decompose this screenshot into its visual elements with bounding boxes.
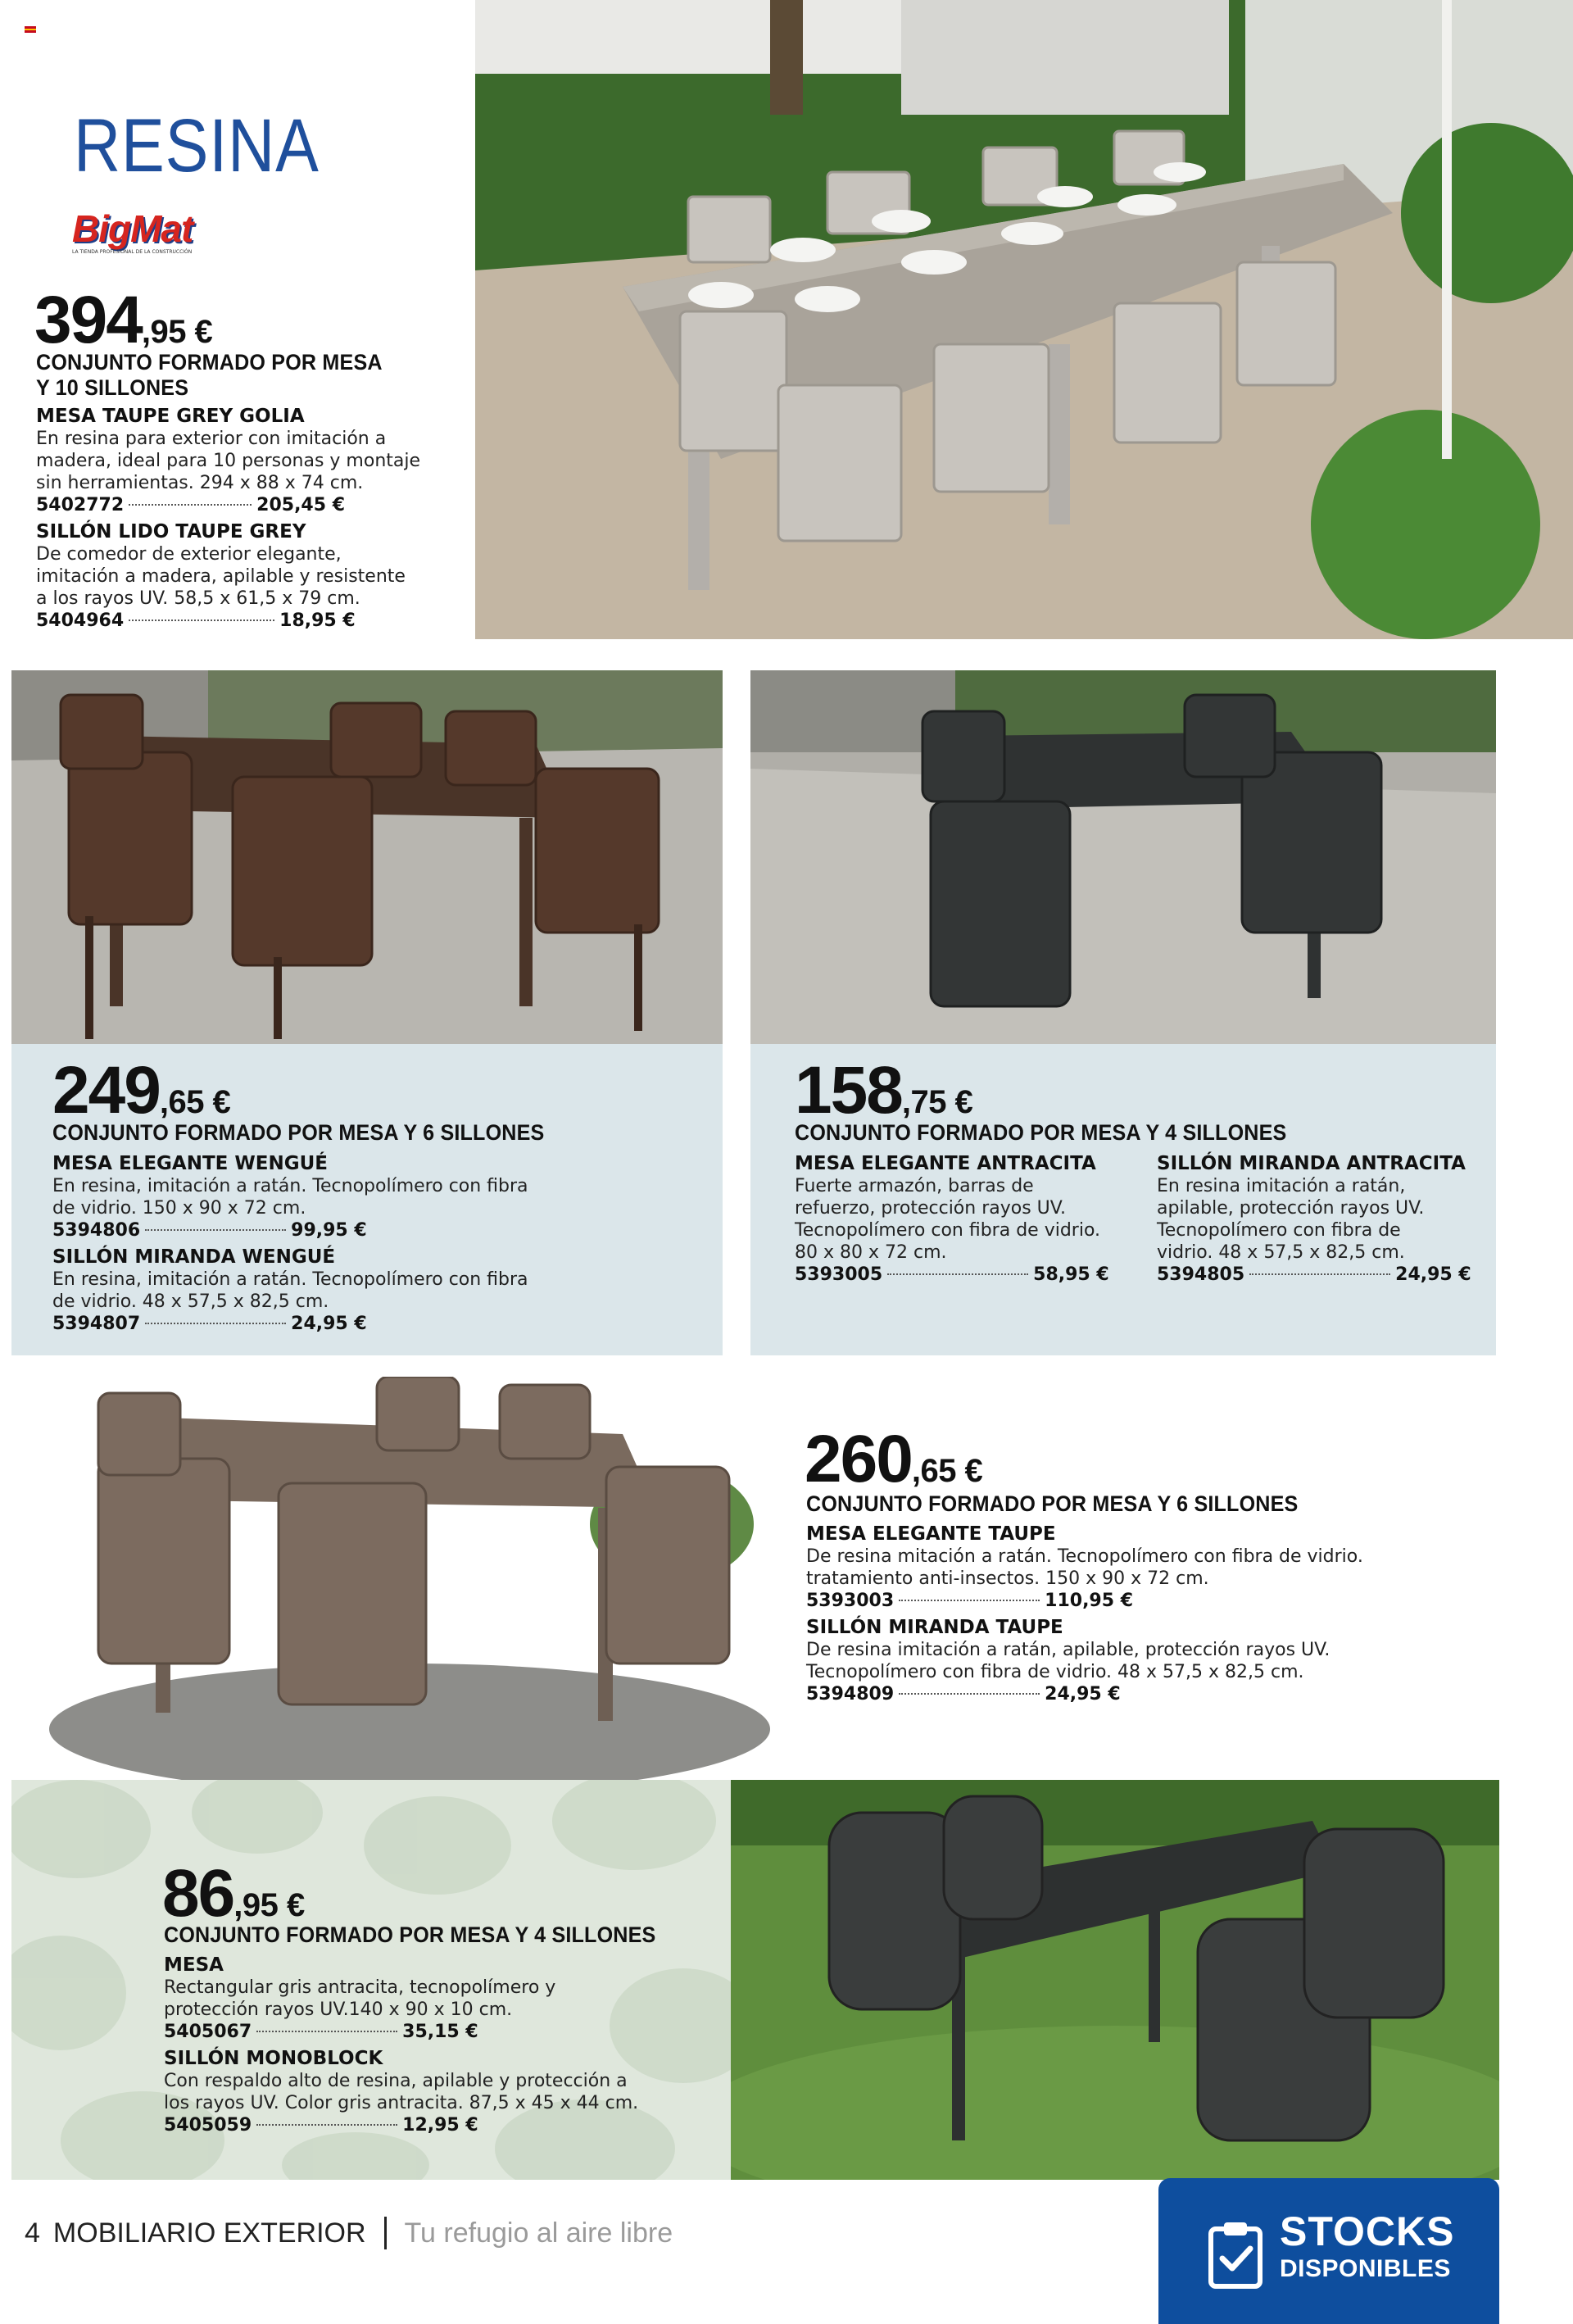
- item-description: En resina, imitación a ratán. Tecnopolímero con fibra de vidrio. 150 x 90 x 72 cm.: [52, 1176, 528, 1219]
- item-ref-price: 5405059 12,95 €: [164, 2115, 478, 2136]
- set-title-product-1: CONJUNTO FORMADO POR MESA Y 10 SILLONES: [36, 350, 383, 400]
- item-name: SILLÓN LIDO TAUPE GREY: [36, 521, 306, 542]
- taupe-dining-set-photo: [33, 1377, 770, 1803]
- footer-section: MOBILIARIO EXTERIOR: [52, 2217, 366, 2249]
- price-product-3: 158,75 €: [795, 1053, 973, 1128]
- badge-line-2: DISPONIBLES: [1280, 2255, 1451, 2282]
- item-ref-price: 5393003 110,95 €: [806, 1591, 1134, 1611]
- item-description: De comedor de exterior elegante, imitación a madera, apilable y resistente a los rayos UV. 58,5 x 61,5 x 79 cm.: [36, 544, 406, 609]
- product-3-details-mesa: [795, 1152, 1139, 1287]
- dining-set-10-chairs-terrace-photo: [475, 0, 1573, 639]
- item-name: SILLÓN MIRANDA WENGUÉ: [52, 1246, 336, 1268]
- item-ref-price: 5402772 205,45 €: [36, 495, 346, 515]
- stocks-disponibles-badge: [1158, 2178, 1499, 2324]
- item-name: MESA TAUPE GREY GOLIA: [36, 406, 305, 427]
- spain-flag-icon: [25, 26, 36, 33]
- clipboard-check-icon: [1206, 2221, 1265, 2290]
- item-description: En resina imitación a ratán, apilable, protección rayos UV. Tecnopolímero con fibra de vidrio. 48 x 57,5 x 82,5 cm.: [1157, 1176, 1425, 1263]
- badge-line-1: STOCKS: [1280, 2208, 1455, 2254]
- price-product-4: 260,65 €: [805, 1422, 983, 1496]
- price-product-2: 249,65 €: [52, 1053, 231, 1128]
- footer-subtitle: Tu refugio al aire libre: [404, 2217, 673, 2249]
- item-name: MESA: [164, 1954, 224, 1976]
- item-ref-price: 5394809 24,95 €: [806, 1684, 1121, 1704]
- price-product-5: 86,95 €: [162, 1856, 305, 1931]
- set-title-product-5: CONJUNTO FORMADO POR MESA Y 4 SILLONES: [164, 1922, 656, 1947]
- item-ref-price: 5394805 24,95 €: [1157, 1264, 1471, 1285]
- item-ref-price: 5393005 58,95 €: [795, 1264, 1109, 1285]
- footer-divider: [384, 2217, 387, 2249]
- category-title: RESINA: [74, 104, 320, 188]
- item-description: En resina para exterior con imitación a madera, ideal para 10 personas y montaje sin herramientas. 294 x 88 x 74 cm.: [36, 429, 421, 493]
- item-ref-price: 5394806 99,95 €: [52, 1220, 367, 1241]
- item-name: SILLÓN MONOBLOCK: [164, 2048, 383, 2069]
- product-5-details: [164, 1954, 721, 2137]
- item-name: SILLÓN MIRANDA ANTRACITA: [1157, 1153, 1466, 1174]
- item-description: De resina mitación a ratán. Tecnopolímero con fibra de vidrio. tratamiento anti-insectos. 150 x 90 x 72 cm.: [806, 1546, 1363, 1589]
- page-number: 4: [25, 2217, 40, 2249]
- set-title-product-2: CONJUNTO FORMADO POR MESA Y 6 SILLONES: [52, 1120, 545, 1145]
- wengue-dining-set-photo: [11, 670, 723, 1044]
- set-title-product-4: CONJUNTO FORMADO POR MESA Y 6 SILLONES: [806, 1491, 1299, 1516]
- page-footer: [25, 2213, 673, 2254]
- set-title-product-3: CONJUNTO FORMADO POR MESA Y 4 SILLONES: [795, 1120, 1287, 1145]
- item-description: Rectangular gris antracita, tecnopolímero y protección rayos UV.140 x 90 x 10 cm.: [164, 1977, 556, 2020]
- item-description: De resina imitación a ratán, apilable, protección rayos UV. Tecnopolímero con fibra de vidrio. 48 x 57,5 x 82,5 cm.: [806, 1640, 1330, 1682]
- item-name: SILLÓN MIRANDA TAUPE: [806, 1617, 1063, 1638]
- item-name: MESA ELEGANTE TAUPE: [806, 1523, 1056, 1545]
- item-description: Con respaldo alto de resina, apilable y protección a los rayos UV. Color gris antracita. 87,5 x 45 x 44 cm.: [164, 2071, 639, 2113]
- product-4-details: [806, 1523, 1462, 1706]
- item-name: MESA ELEGANTE ANTRACITA: [795, 1153, 1096, 1174]
- monoblock-dining-set-garden-photo: [731, 1780, 1499, 2180]
- product-3-details-sillon: [1157, 1152, 1493, 1287]
- item-ref-price: 5405067 35,15 €: [164, 2022, 478, 2042]
- product-2-details: [52, 1152, 626, 1336]
- item-name: MESA ELEGANTE WENGUÉ: [52, 1153, 328, 1174]
- product-1-details: [36, 405, 462, 633]
- bigmat-logo: BigMat LA TIENDA PROFESIONAL DE LA CONSTRUCCIÓN: [72, 207, 193, 255]
- item-description: Fuerte armazón, barras de refuerzo, protección rayos UV. Tecnopolímero con fibra de vidrio. 80 x 80 x 72 cm.: [795, 1176, 1101, 1263]
- item-ref-price: 5394807 24,95 €: [52, 1314, 367, 1334]
- anthracite-dining-set-photo: [750, 670, 1496, 1044]
- item-description: En resina, imitación a ratán. Tecnopolímero con fibra de vidrio. 48 x 57,5 x 82,5 cm.: [52, 1269, 528, 1312]
- price-product-1: 394,95 €: [34, 283, 213, 357]
- item-ref-price: 5404964 18,95 €: [36, 611, 356, 631]
